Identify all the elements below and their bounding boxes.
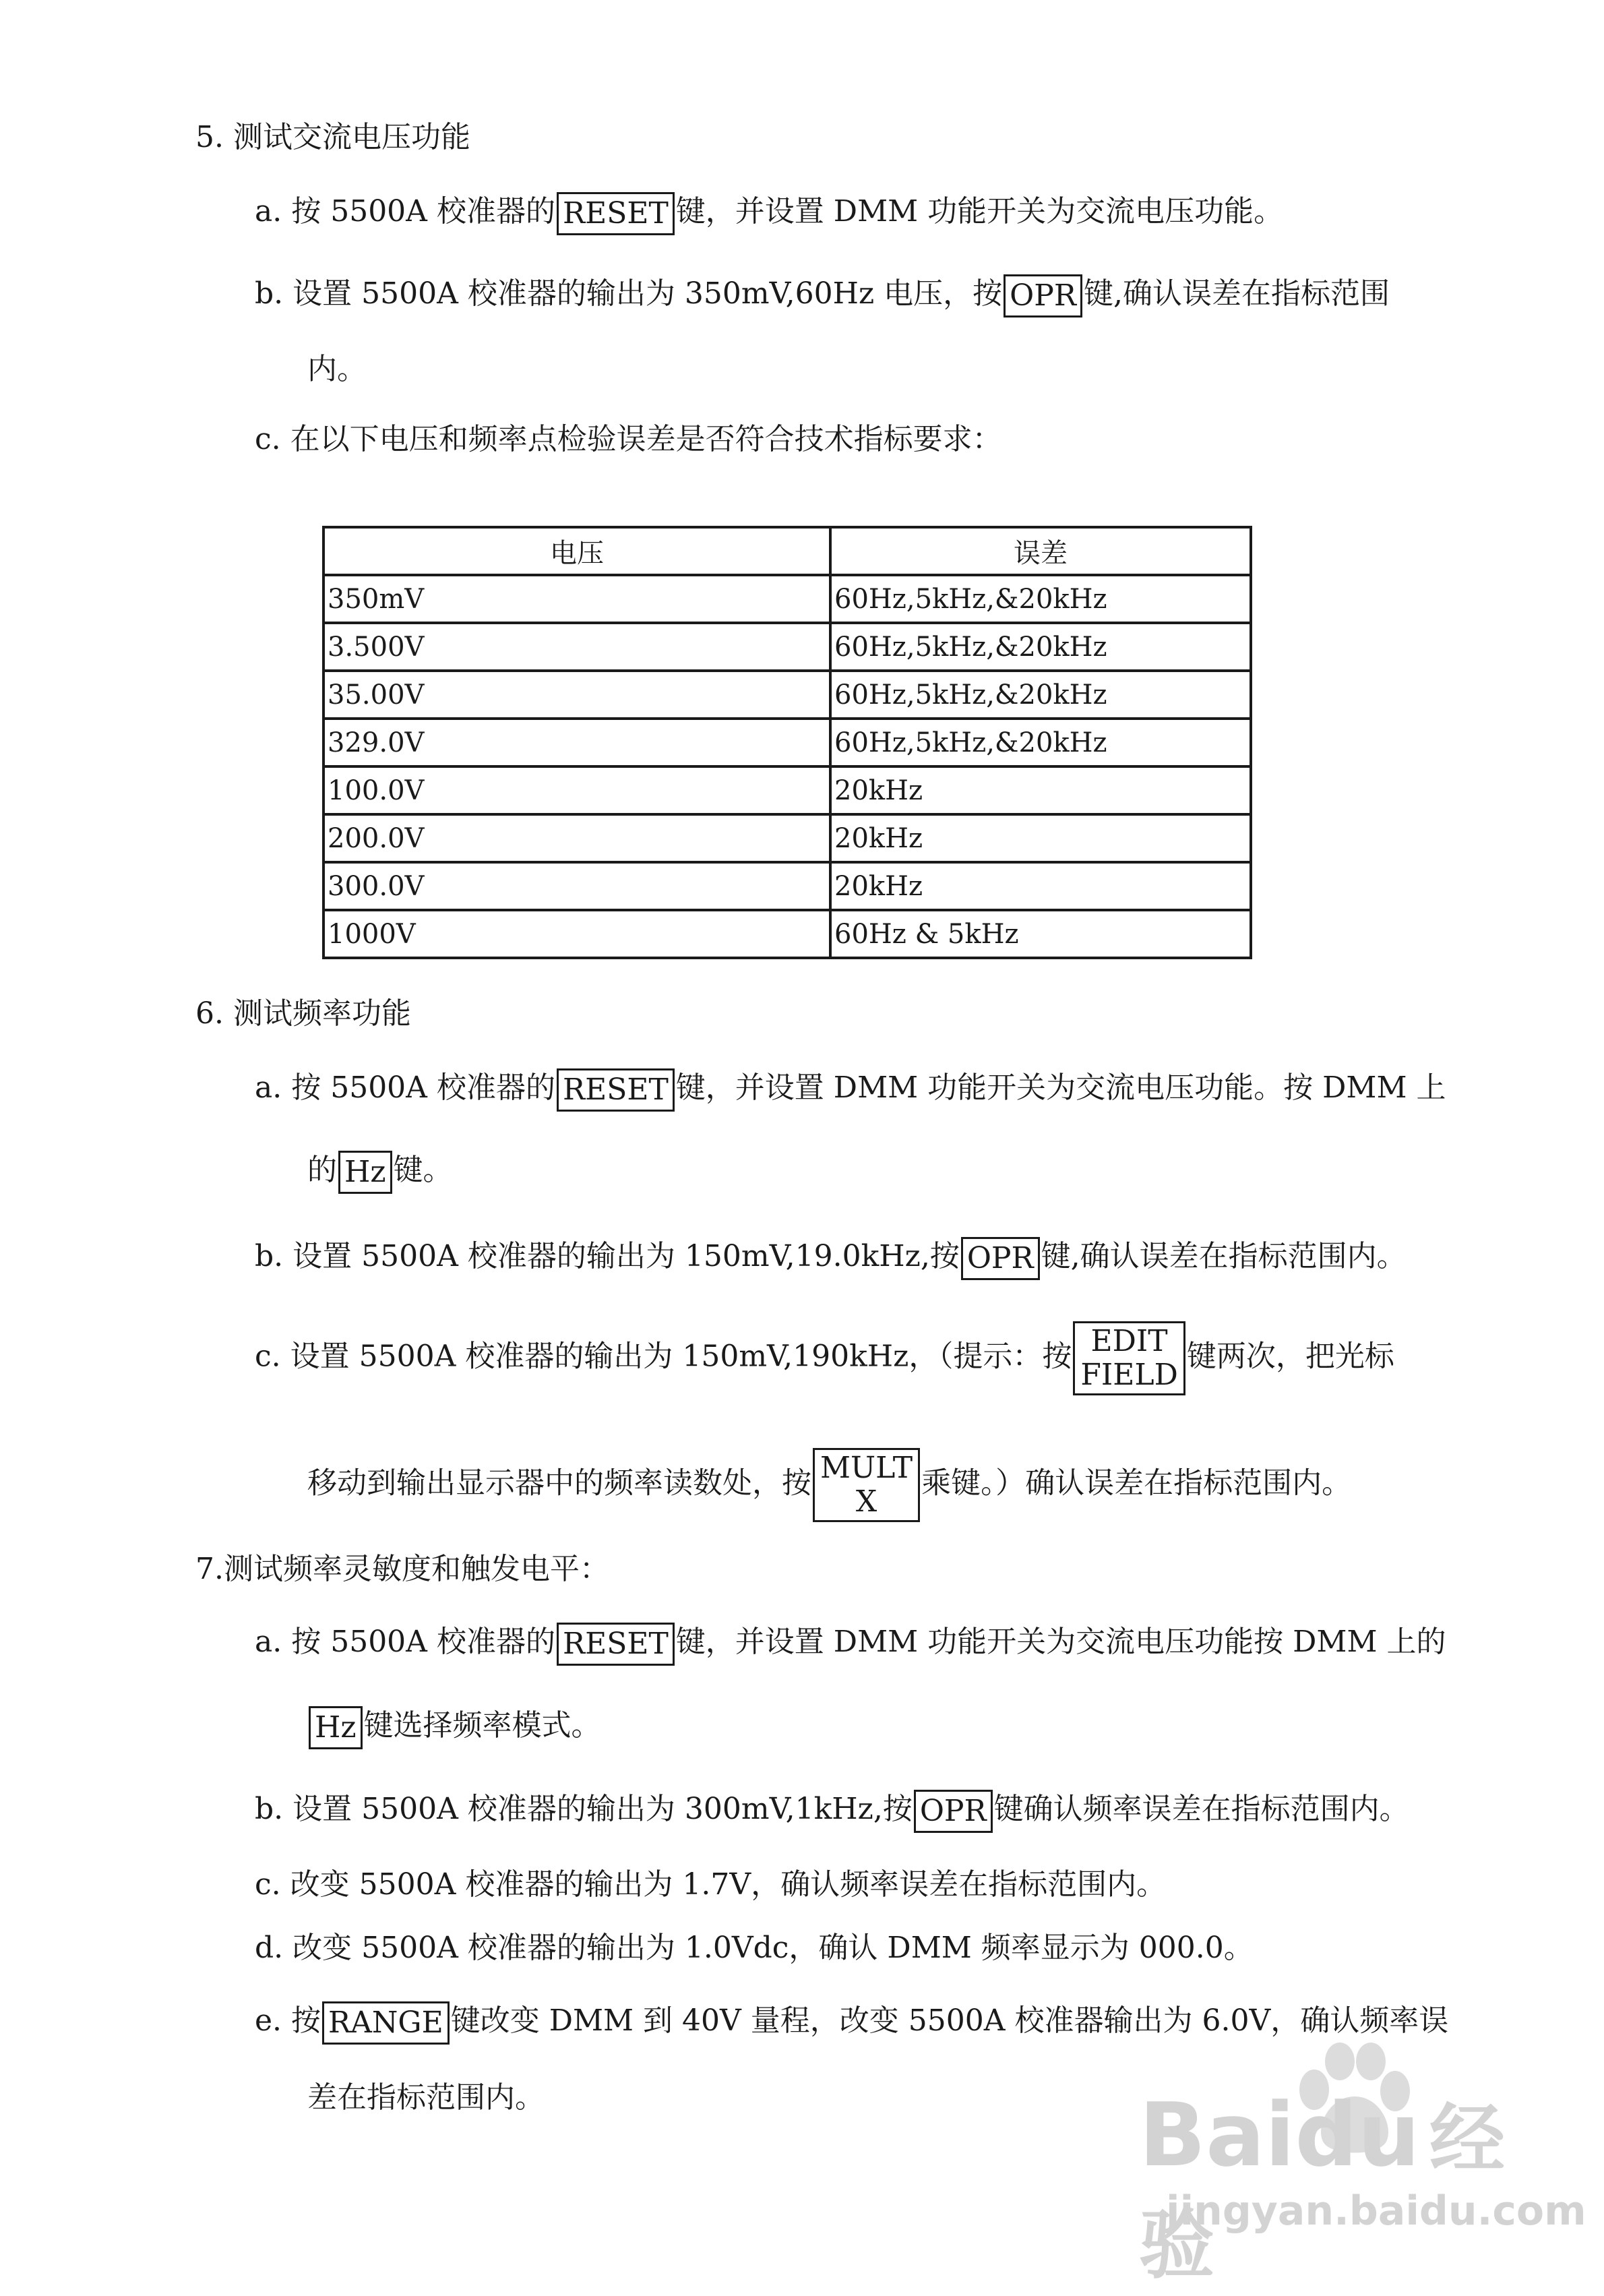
section-5-title: 5. 测试交流电压功能 [195, 120, 470, 154]
step-7e-continuation: 差在指标范围内。 [307, 2080, 545, 2115]
step-5b-continuation: 内。 [307, 352, 367, 386]
watermark-brand-du: du [1295, 2084, 1420, 2186]
watermark-brand: Bai [1139, 2084, 1295, 2186]
step-text: 按 [291, 2003, 321, 2038]
voltage-cell: 329.0V [323, 719, 830, 766]
step-text: 键，并设置 DMM 功能开关为交流电压功能。 [675, 194, 1284, 229]
reset-key-label: RESET [557, 1623, 675, 1666]
step-7e [255, 1997, 1448, 2045]
step-7b [255, 1785, 1409, 1834]
step-7a [255, 1618, 1446, 1666]
step-text: 设置 5500A 校准器的输出为 350mV,60Hz 电压，按 [292, 276, 1003, 311]
step-text: 设置 5500A 校准器的输出为 150mV,19.0kHz,按 [292, 1239, 960, 1273]
frequency-cell: 60Hz,5kHz,&20kHz [830, 575, 1251, 623]
step-marker: b. [255, 276, 284, 311]
voltage-cell: 300.0V [323, 862, 830, 910]
step-text: 键确认频率误差在指标范围内。 [993, 1792, 1409, 1826]
frequency-cell: 60Hz,5kHz,&20kHz [830, 719, 1251, 766]
step-text: 按 5500A 校准器的 [291, 194, 555, 229]
step-7d [255, 1924, 1254, 1972]
step-text: 键选择频率模式。 [363, 1708, 601, 1743]
reset-key-label: RESET [557, 192, 675, 235]
step-6a-continuation [307, 1146, 453, 1195]
frequency-cell: 20kHz [830, 862, 1251, 910]
step-text: 按 5500A 校准器的 [291, 1070, 555, 1105]
step-5c [255, 415, 1002, 464]
table-header-row [323, 527, 1251, 575]
column-header-error: 误差 [830, 527, 1251, 575]
step-text: 键改变 DMM 到 40V 量程，改变 5500A 校准器输出为 6.0V，确认频率误 [450, 2003, 1449, 2038]
step-6a [255, 1064, 1446, 1112]
table-row [323, 623, 1251, 671]
frequency-cell: 60Hz,5kHz,&20kHz [830, 623, 1251, 671]
frequency-cell: 20kHz [830, 814, 1251, 862]
column-header-voltage: 电压 [323, 527, 830, 575]
frequency-cell: 60Hz,5kHz,&20kHz [830, 671, 1251, 719]
table-row [323, 862, 1251, 910]
step-text: 乘键。）确认误差在指标范围内。 [921, 1466, 1352, 1501]
voltage-cell: 100.0V [323, 766, 830, 814]
step-text: 键,确认误差在指标范围内。 [1041, 1239, 1407, 1273]
step-text: 在以下电压和频率点检验误差是否符合技术指标要求： [290, 422, 1002, 456]
voltage-cell: 3.500V [323, 623, 830, 671]
table-row [323, 575, 1251, 623]
step-text: 键,确认误差在指标范围 [1083, 276, 1390, 311]
range-key-label: RANGE [322, 2001, 450, 2045]
frequency-cell: 20kHz [830, 766, 1251, 814]
step-marker: b. [255, 1792, 284, 1826]
baidu-jingyan-watermark [1139, 2043, 1586, 2289]
step-5a [255, 187, 1283, 236]
step-text: 设置 5500A 校准器的输出为 150mV,190kHz，（提示：按 [290, 1339, 1072, 1374]
step-6c-continuation [307, 1448, 1351, 1522]
step-text: 改变 5500A 校准器的输出为 1.7V，确认频率误差在指标范围内。 [290, 1867, 1167, 1902]
step-text: 改变 5500A 校准器的输出为 1.0Vdc，确认 DMM 频率显示为 000.0。 [292, 1931, 1254, 1965]
voltage-cell: 1000V [323, 910, 830, 958]
edit-field-key-label: EDIT FIELD [1073, 1321, 1185, 1395]
step-marker: c. [255, 422, 281, 456]
step-6c [255, 1321, 1394, 1395]
hz-key-label: Hz [338, 1151, 392, 1194]
section-7-title: 7.测试频率灵敏度和触发电平： [195, 1552, 609, 1586]
step-marker: a. [255, 1625, 282, 1659]
watermark-brand-cn: 经验 [1139, 2096, 1505, 2289]
voltage-cell: 350mV [323, 575, 830, 623]
watermark-url: jingyan.baidu.com [1166, 2187, 1586, 2235]
step-text: 的 [307, 1153, 337, 1187]
step-marker: a. [255, 1070, 282, 1105]
table-row [323, 671, 1251, 719]
step-7c [255, 1861, 1166, 1909]
step-marker: a. [255, 194, 282, 229]
voltage-cell: 35.00V [323, 671, 830, 719]
step-text: 键两次，把光标 [1186, 1339, 1394, 1374]
reset-key-label: RESET [557, 1068, 675, 1112]
step-marker: b. [255, 1239, 284, 1273]
step-text: 键。 [393, 1153, 453, 1187]
opr-key-label: OPR [1004, 274, 1082, 318]
hz-key-label: Hz [309, 1706, 363, 1749]
voltage-error-table [322, 526, 1252, 959]
step-marker: d. [255, 1931, 284, 1965]
step-5b [255, 270, 1390, 318]
step-text: 按 5500A 校准器的 [291, 1625, 555, 1659]
step-text: 移动到输出显示器中的频率读数处，按 [307, 1466, 811, 1501]
opr-key-label: OPR [914, 1790, 993, 1833]
table-row [323, 766, 1251, 814]
step-text: 键，并设置 DMM 功能开关为交流电压功能按 DMM 上的 [675, 1625, 1446, 1659]
step-marker: c. [255, 1339, 281, 1374]
voltage-cell: 200.0V [323, 814, 830, 862]
step-marker: e. [255, 2003, 282, 2038]
step-7a-continuation [307, 1701, 601, 1750]
section-6-title: 6. 测试频率功能 [195, 996, 411, 1031]
step-6b [255, 1232, 1407, 1281]
table-row [323, 719, 1251, 766]
table-row [323, 910, 1251, 958]
frequency-cell: 60Hz & 5kHz [830, 910, 1251, 958]
step-text: 键，并设置 DMM 功能开关为交流电压功能。按 DMM 上 [675, 1070, 1446, 1105]
step-text: 设置 5500A 校准器的输出为 300mV,1kHz,按 [292, 1792, 913, 1826]
table-row [323, 814, 1251, 862]
opr-key-label: OPR [961, 1237, 1040, 1280]
step-marker: c. [255, 1867, 281, 1902]
mult-x-key-label: MULT X [813, 1448, 920, 1522]
